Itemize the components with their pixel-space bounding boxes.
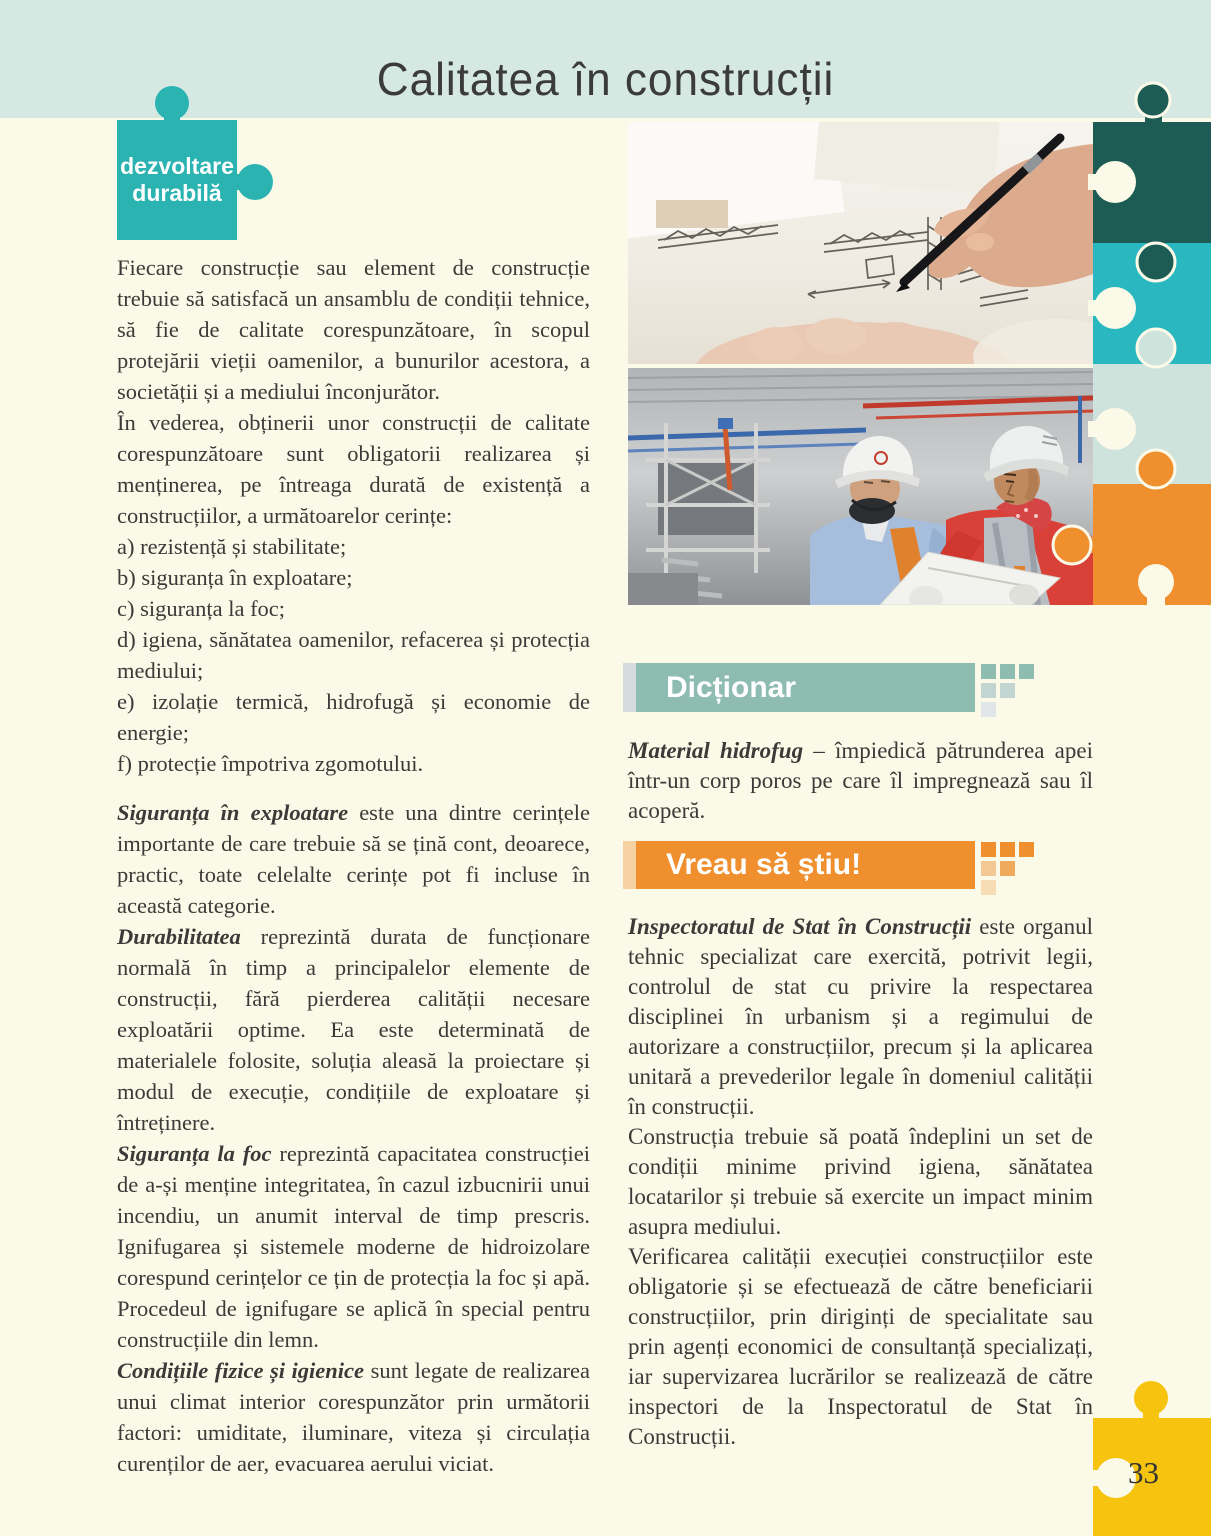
pixel-square	[981, 664, 996, 679]
dictionary-header-bar	[636, 663, 975, 712]
requirement-list-item: c) siguranța la foc;	[117, 596, 286, 621]
badge-label-line1: dezvoltare	[120, 153, 234, 179]
want-to-know-paragraph-1	[628, 912, 1093, 1122]
pixel-square	[981, 683, 996, 698]
left-column	[117, 252, 590, 1479]
pixel-square	[981, 880, 996, 895]
paragraph-siguranta-exploatare	[117, 797, 590, 921]
requirement-list-item: d) igiena, sănătatea oamenilor, refacerea și protecția mediului;	[117, 627, 590, 683]
term-text: sunt legate de realizarea unui climat interior corespunzător prin următorii factori: umiditate, iluminare, viteza și circulația curenților de aer, evacuarea aerului viciat.	[117, 1358, 590, 1476]
pixel-square	[981, 842, 996, 857]
term-text: reprezintă capacitatea construcției de a-și menține integritatea, în cazul izbucnirii unui incendiu, un anumit interval de timp prescris. Ignifugarea și sistemele moderne de hidroizolare corespund cerințelor ce țin de protecția la foc și apă. Procedeul de ignifugare se aplică în special pentru construcțiile din lemn.	[117, 1141, 590, 1352]
requirement-list-item: f) protecție împotriva zgomotului.	[117, 751, 424, 776]
page-title: Calitatea în construcții	[376, 53, 835, 105]
dictionary-term: Material hidrofug	[628, 738, 804, 763]
requirement-list-item: a) rezistență și stabilitate;	[117, 534, 347, 559]
page-number-puzzle	[1080, 1360, 1211, 1536]
paragraph-durabilitatea	[117, 921, 590, 1138]
term-text: este una dintre cerințele importante de care trebuie să se țină cont, deoarece, practic, toate celelalte cerințe pot fi incluse în această categorie.	[117, 800, 590, 918]
term-lead: Durabilitatea	[117, 924, 241, 949]
want-to-know-paragraph-2: Construcția trebuie să poată îndeplini un set de condiții minime privind igiena, sănătatea locatarilor și trebuie să exercite un impact minim asupra mediului.	[628, 1124, 1093, 1239]
pixel-square	[1000, 664, 1015, 679]
dictionary-definition-text: – împiedică pătrunderea apei într-un corp poros pe care îl impregnează sau îl acoperă.	[628, 738, 1093, 823]
institution-text: este organul tehnic specializat care exercită, potrivit legii, controlul de stat cu privire la respectarea disciplinei în urbanism și a regimului de autorizare a construcțiilor, precum și la aplicarea unitară a prevederilor legale în domeniul calității în construcții.	[628, 914, 1093, 1119]
want-to-know-body	[628, 912, 1093, 1452]
pixel-square	[981, 861, 996, 876]
badge-label-line2: durabilă	[132, 180, 222, 206]
puzzle-rail-decoration	[1040, 60, 1211, 620]
want-to-know-title: Vreau să știu!	[666, 848, 862, 881]
paragraph-intro-1: Fiecare construcție sau element de construcție trebuie să satisfacă un ansamblu de condiții tehnice, să fie de calitate corespunzătoare, în scopul protejării vieții oamenilor, a bunurilor acestora, a societății și a mediului înconjurător.	[117, 255, 590, 404]
paragraph-conditii-fizice	[117, 1355, 590, 1479]
paragraph-intro-2: În vederea, obținerii unor construcții de calitate corespunzătoare sunt obligatorii realizarea și menținerea, pe întreaga durată de existență a construcțiilor, a următoarelor cerințe:	[117, 410, 590, 528]
sustainable-development-badge	[117, 120, 237, 240]
term-lead: Siguranța în exploatare	[117, 800, 349, 825]
term-lead: Condițiile fizice și igienice	[117, 1358, 365, 1383]
want-to-know-header-bar	[636, 841, 975, 889]
page-number: 33	[1128, 1455, 1159, 1490]
requirement-list-item: b) siguranța în exploatare;	[117, 565, 353, 590]
pixel-square	[1019, 842, 1034, 857]
dictionary-title: Dicționar	[666, 670, 797, 704]
dictionary-entry	[628, 736, 1093, 826]
pixel-square	[1000, 842, 1015, 857]
want-to-know-bar-strip	[623, 841, 636, 889]
want-to-know-paragraph-3: Verificarea calității execuției construcțiilor este obligatorie și se efectuează de către beneficiarii construcțiilor, prin diriginți de specialitate sau prin agenți economici de consultanță specializați, iar supervizarea lucrărilor se realizează de către inspectori de la Inspectoratul de Stat în Construcții.	[628, 1244, 1093, 1449]
pixel-square	[1000, 683, 1015, 698]
institution-lead: Inspectoratul de Stat în Construcții	[628, 914, 972, 939]
term-text: reprezintă durata de funcționare normală în timp a principalelor elemente de construcții, fără pierderea calității necesare exploatării optime. Ea este determinată de materialele folosite, soluția aleasă la proiectare și modul de execuție, condițiile de exploatare și întreținere.	[117, 924, 590, 1135]
pixel-square	[1019, 664, 1034, 679]
paragraph-siguranta-foc	[117, 1138, 590, 1355]
construction-workers-photo	[628, 368, 1093, 605]
dictionary-bar-strip	[623, 663, 636, 712]
architectural-sketch-photo	[628, 122, 1093, 364]
dictionary-definition	[628, 736, 1093, 826]
pixel-square	[981, 702, 996, 717]
term-lead: Siguranța la foc	[117, 1141, 272, 1166]
requirement-list-item: e) izolație termică, hidrofugă și economie de energie;	[117, 689, 590, 745]
pixel-square	[1000, 861, 1015, 876]
